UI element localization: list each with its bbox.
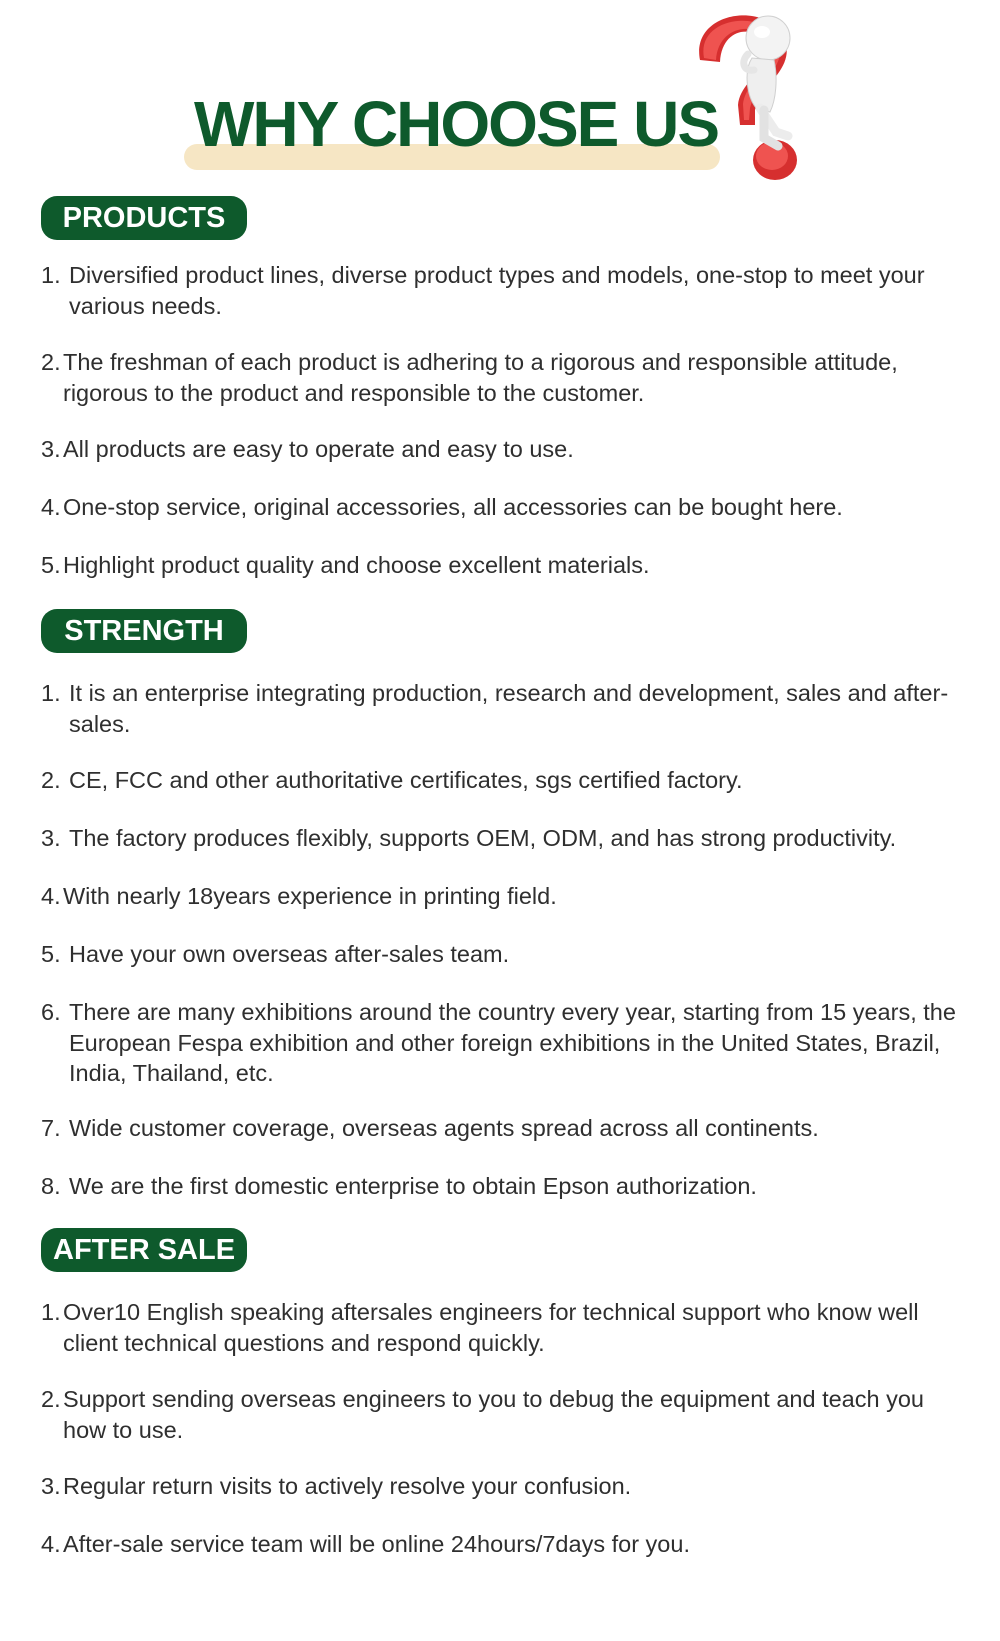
list-item-text: The factory produces flexibly, supports OEM, ODM, and has strong productivity. <box>69 825 897 851</box>
list-item-text: It is an enterprise integrating production, research and development, sales and after-sales. <box>69 680 949 737</box>
list-item-number: 5. <box>41 941 61 967</box>
list-item-text: We are the first domestic enterprise to obtain Epson authorization. <box>69 1173 757 1199</box>
list-item-number: 3. <box>41 436 61 462</box>
list-item <box>41 1471 971 1502</box>
list-item-number: 3. <box>41 1473 61 1499</box>
list-item <box>41 1113 971 1144</box>
list-item-text: There are many exhibitions around the country every year, starting from 15 years, the European Fespa exhibition and other foreign exhibitions in the United States, Brazil, India, Thailand, etc. <box>69 999 956 1086</box>
list-item-number: 5. <box>41 552 61 578</box>
list-item <box>41 678 971 739</box>
list-item-text: Diversified product lines, diverse product types and models, one-stop to meet your various needs. <box>69 262 925 319</box>
list-item <box>41 765 971 796</box>
list-item-number: 1. <box>41 262 61 288</box>
list-item-number: 8. <box>41 1173 61 1199</box>
list-item-number: 6. <box>41 999 61 1025</box>
section-heading-strength: STRENGTH <box>41 609 247 653</box>
list-item-text: After-sale service team will be online 24hours/7days for you. <box>63 1531 690 1557</box>
list-item-text: Support sending overseas engineers to you to debug the equipment and teach you how to use. <box>63 1386 924 1443</box>
list-item-text: Wide customer coverage, overseas agents spread across all continents. <box>69 1115 819 1141</box>
header <box>0 0 1000 200</box>
list-item-number: 4. <box>41 883 61 909</box>
list-item <box>41 492 971 523</box>
list-item <box>41 550 971 581</box>
list-item <box>41 1171 971 1202</box>
list-item-text: The freshman of each product is adhering to a rigorous and responsible attitude, rigorous to the product and responsible to the customer. <box>63 349 898 406</box>
list-item-number: 1. <box>41 680 61 706</box>
list-item-number: 2. <box>41 349 61 375</box>
question-mark-figure-icon <box>660 0 860 200</box>
list-item-text: CE, FCC and other authoritative certificates, sgs certified factory. <box>69 767 743 793</box>
list-item <box>41 347 971 408</box>
list-item-number: 7. <box>41 1115 61 1141</box>
page-title: WHY CHOOSE US <box>194 88 718 160</box>
section-heading-products: PRODUCTS <box>41 196 247 240</box>
list-item-number: 2. <box>41 1386 61 1412</box>
list-item-text: Have your own overseas after-sales team. <box>69 941 510 967</box>
list-item-number: 4. <box>41 494 61 520</box>
list-item <box>41 881 971 912</box>
list-item-number: 3. <box>41 825 61 851</box>
list-item <box>41 823 971 854</box>
list-item <box>41 260 971 321</box>
list-item <box>41 1297 971 1358</box>
list-item-text: With nearly 18years experience in printing field. <box>63 883 557 909</box>
list-item-text: Over10 English speaking aftersales engineers for technical support who know well client technical questions and respond quickly. <box>63 1299 919 1356</box>
list-item-text: Highlight product quality and choose excellent materials. <box>63 552 650 578</box>
list-item <box>41 997 971 1089</box>
list-item-text: All products are easy to operate and easy to use. <box>63 436 574 462</box>
section-heading-after-sale: AFTER SALE <box>41 1228 247 1272</box>
list-item-text: One-stop service, original accessories, all accessories can be bought here. <box>63 494 843 520</box>
list-item <box>41 1529 971 1560</box>
list-item <box>41 434 971 465</box>
list-item-number: 2. <box>41 767 61 793</box>
list-item-text: Regular return visits to actively resolve your confusion. <box>63 1473 632 1499</box>
list-item <box>41 939 971 970</box>
list-item <box>41 1384 971 1445</box>
list-item-number: 4. <box>41 1531 61 1557</box>
list-item-number: 1. <box>41 1299 61 1325</box>
